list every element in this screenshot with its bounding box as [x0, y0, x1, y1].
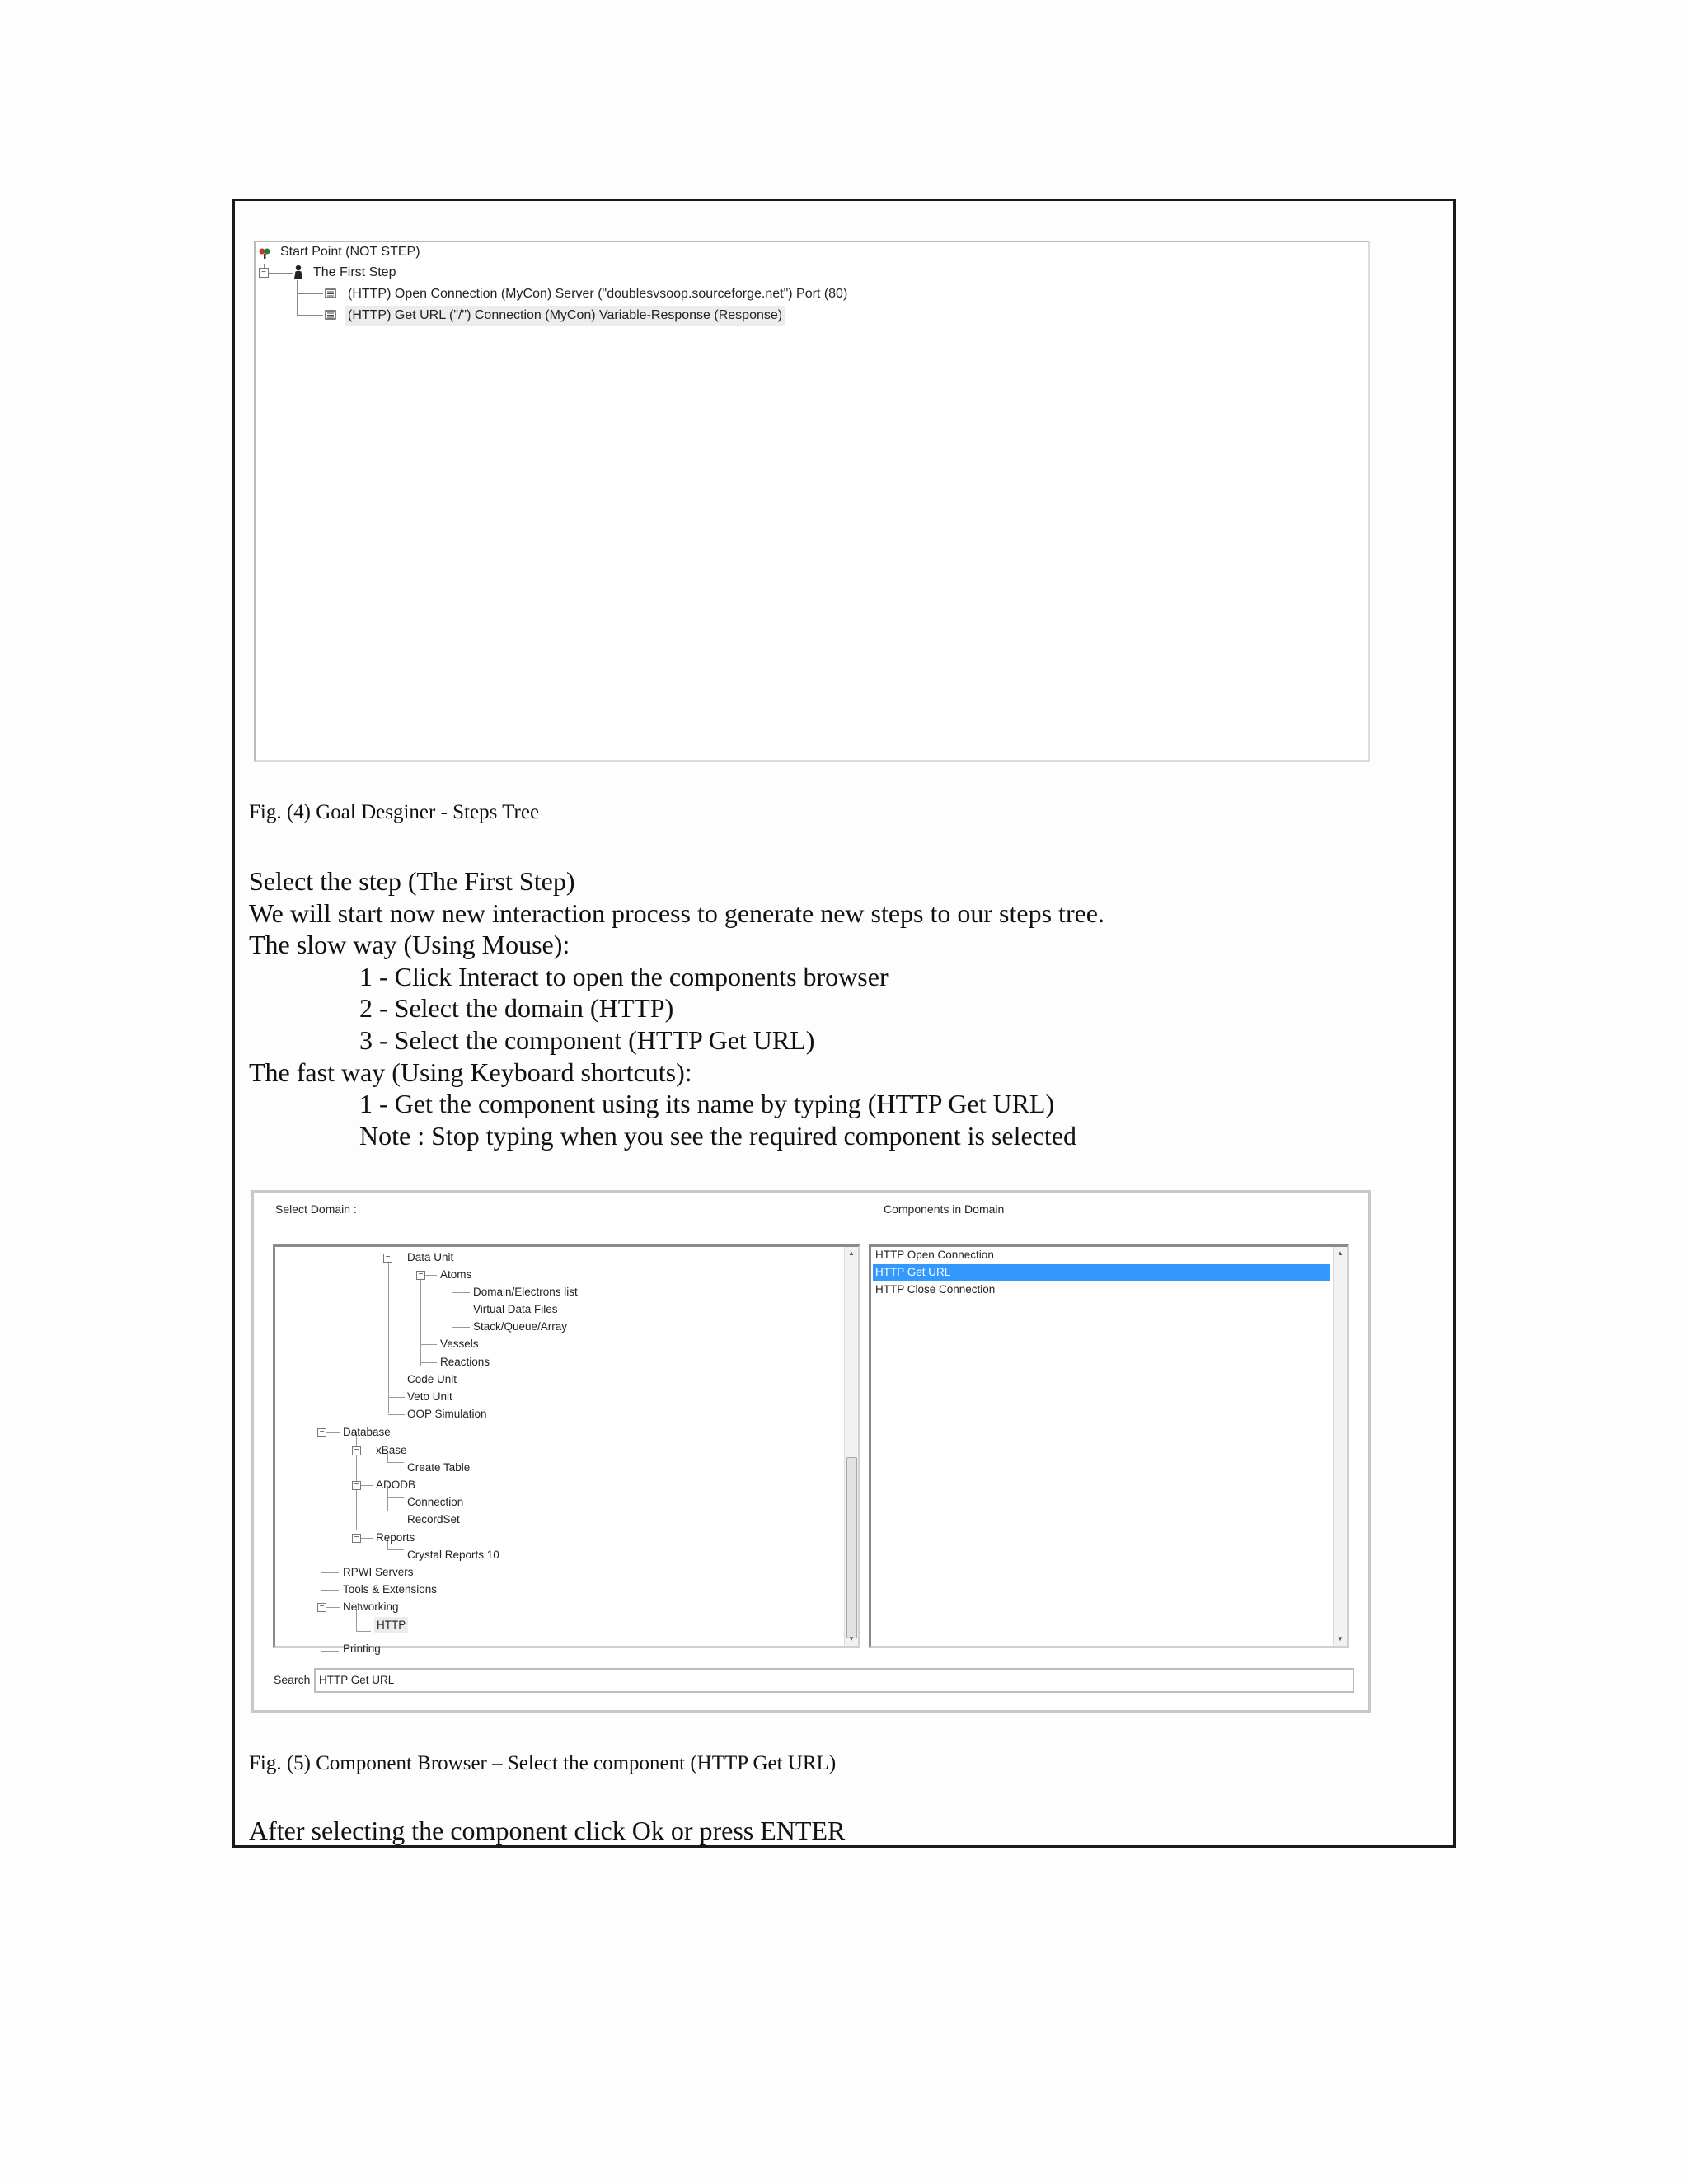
scroll-up-arrow[interactable]: ▲	[1337, 1249, 1343, 1257]
step-person-icon	[293, 265, 303, 279]
domain-node[interactable]: xBase	[376, 1444, 407, 1456]
scroll-down-arrow[interactable]: ▼	[848, 1635, 855, 1643]
start-point-icon	[258, 246, 271, 260]
select-domain-label: Select Domain :	[275, 1202, 357, 1216]
instructions	[249, 865, 1104, 1151]
instruction-line: 2 - Select the domain (HTTP)	[359, 993, 674, 1024]
domain-node[interactable]: Crystal Reports 10	[407, 1549, 499, 1561]
components-list[interactable]	[869, 1244, 1349, 1648]
domain-tree[interactable]	[273, 1244, 860, 1655]
component-item[interactable]: HTTP Close Connection	[875, 1283, 996, 1296]
component-item-selected[interactable]: HTTP Get URL	[873, 1264, 1330, 1281]
tree-node-get-url[interactable]: (HTTP) Get URL ("/") Connection (MyCon) Variable-Response (Response)	[345, 306, 785, 326]
tree-guide	[388, 1414, 405, 1415]
tree-guide	[388, 1397, 405, 1398]
tree-node-first-step[interactable]: The First Step	[313, 265, 396, 279]
tree-guide	[420, 1276, 421, 1366]
figure-5-caption: Fig. (5) Component Browser – Select the component (HTTP Get URL)	[249, 1752, 837, 1774]
component-icon	[325, 288, 336, 299]
domain-node[interactable]: Domain/Electrons list	[473, 1286, 578, 1298]
tree-guide	[387, 1549, 404, 1550]
scroll-thumb[interactable]	[846, 1457, 857, 1638]
steps-tree-panel	[254, 241, 1370, 762]
tree-connector	[297, 293, 323, 294]
tree-guide	[356, 1631, 371, 1632]
tree-guide	[361, 1538, 373, 1539]
collapse-toggle[interactable]: −	[352, 1446, 361, 1455]
tree-node-open-connection[interactable]: (HTTP) Open Connection (MyCon) Server ("doublesvsoop.sourceforge.net") Port (80)	[348, 287, 848, 301]
tree-connector	[297, 315, 323, 316]
tree-guide	[321, 1651, 339, 1652]
domain-node[interactable]: Atoms	[440, 1268, 472, 1281]
search-input[interactable]: HTTP Get URL	[314, 1668, 1354, 1693]
domain-node[interactable]: Reactions	[440, 1356, 490, 1368]
instruction-line: We will start now new interaction process to generate new steps to our steps tree.	[249, 898, 1104, 928]
instruction-line: 3 - Select the component (HTTP Get URL)	[359, 1024, 815, 1055]
tree-guide	[420, 1344, 437, 1345]
collapse-toggle[interactable]: −	[259, 268, 269, 278]
domain-node[interactable]: Database	[343, 1426, 391, 1438]
collapse-toggle[interactable]: −	[317, 1603, 326, 1612]
tree-connector	[297, 280, 298, 316]
figure-4-caption: Fig. (4) Goal Desginer - Steps Tree	[249, 801, 540, 823]
tree-guide	[321, 1572, 339, 1573]
components-in-domain-label: Components in Domain	[884, 1202, 1005, 1216]
component-item[interactable]: HTTP Open Connection	[875, 1249, 994, 1261]
domain-node-selected[interactable]: HTTP	[374, 1617, 408, 1633]
instruction-line: 1 - Get the component using its name by typing (HTTP Get URL)	[359, 1089, 1055, 1119]
tree-guide	[326, 1607, 340, 1608]
domain-node[interactable]: RecordSet	[407, 1513, 460, 1526]
domain-node[interactable]: Virtual Data Files	[473, 1303, 558, 1315]
domain-node[interactable]: Stack/Queue/Array	[473, 1320, 568, 1333]
collapse-toggle[interactable]: −	[416, 1271, 425, 1280]
instruction-line: Note : Stop typing when you see the required component is selected	[359, 1120, 1077, 1151]
collapse-toggle[interactable]: −	[352, 1481, 361, 1490]
component-icon	[325, 309, 336, 321]
domain-node[interactable]: OOP Simulation	[407, 1408, 487, 1420]
footer-instruction: After selecting the component click Ok or press ENTER	[249, 1816, 846, 1845]
instruction-line: 1 - Click Interact to open the components browser	[359, 961, 889, 991]
domain-node[interactable]: Reports	[376, 1531, 415, 1544]
tree-guide	[387, 1462, 404, 1463]
tree-node-start-point[interactable]: Start Point (NOT STEP)	[280, 245, 420, 259]
collapse-toggle[interactable]: −	[383, 1254, 392, 1263]
domain-node[interactable]: Tools & Extensions	[343, 1583, 438, 1596]
domain-node[interactable]: Veto Unit	[407, 1390, 452, 1403]
domain-node[interactable]: Vessels	[440, 1338, 479, 1350]
domain-node[interactable]: Printing	[343, 1643, 381, 1655]
domain-node[interactable]: Data Unit	[407, 1251, 454, 1263]
tree-guide	[326, 1432, 340, 1433]
domain-node[interactable]: ADODB	[376, 1479, 416, 1491]
tree-guide	[321, 1590, 339, 1591]
instruction-line: Select the step (The First Step)	[249, 866, 575, 896]
search-label: Search	[274, 1673, 311, 1686]
components-scrollbar[interactable]	[1333, 1247, 1347, 1646]
tree-guide	[452, 1292, 470, 1293]
instruction-line: The slow way (Using Mouse):	[249, 930, 570, 960]
collapse-toggle[interactable]: −	[352, 1534, 361, 1543]
scroll-up-arrow[interactable]: ▲	[848, 1249, 855, 1257]
tree-guide	[388, 1258, 389, 1413]
domain-node[interactable]: RPWI Servers	[343, 1566, 414, 1578]
domain-tree-scrollbar[interactable]	[844, 1247, 858, 1646]
domain-node[interactable]: Code Unit	[407, 1373, 457, 1385]
scroll-down-arrow[interactable]: ▼	[1337, 1635, 1343, 1643]
domain-node[interactable]: Create Table	[407, 1461, 471, 1474]
tree-guide	[425, 1275, 437, 1276]
instruction-line: The fast way (Using Keyboard shortcuts):	[249, 1057, 692, 1087]
tree-guide	[420, 1362, 437, 1363]
tree-connector	[269, 273, 293, 274]
collapse-toggle[interactable]: −	[317, 1428, 326, 1437]
tree-guide	[361, 1485, 373, 1486]
component-browser-panel	[251, 1190, 1371, 1713]
tree-guide	[387, 1497, 404, 1498]
domain-node[interactable]: Networking	[343, 1601, 399, 1613]
domain-node[interactable]: Connection	[407, 1496, 464, 1508]
tree-guide	[452, 1327, 470, 1328]
